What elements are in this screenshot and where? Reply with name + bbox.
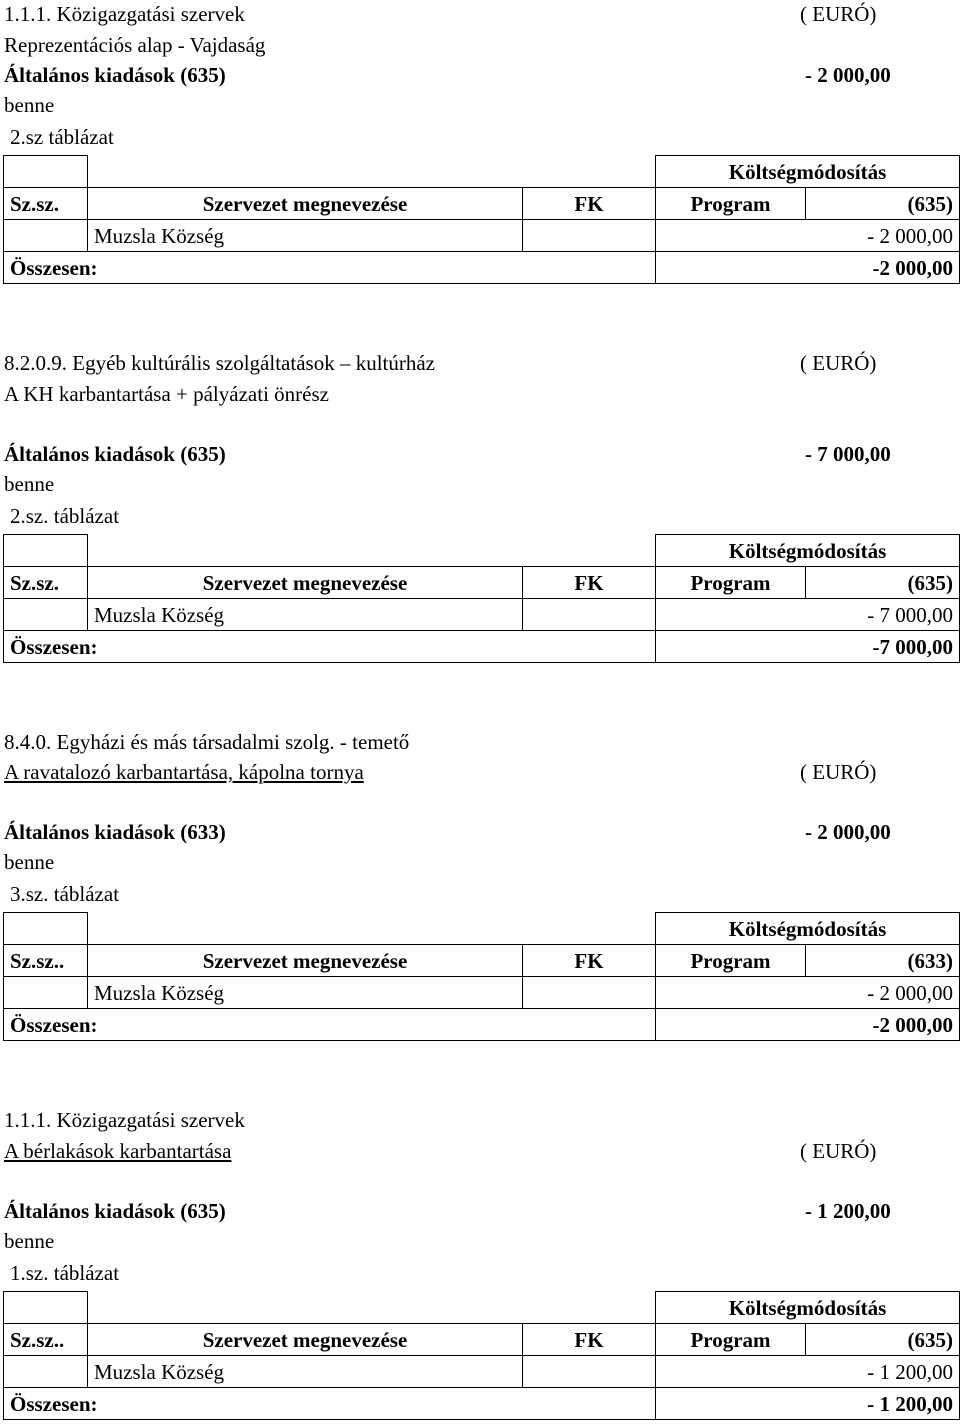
benne-label: benne [4, 850, 55, 874]
cost-change-header: Költségmódosítás [656, 913, 960, 945]
section-purpose: Reprezentációs alap - Vajdaság [4, 33, 266, 57]
total-label: Összesen: [4, 252, 656, 284]
table-cell-empty [523, 220, 656, 252]
section-purpose: A ravatalozó karbantartása, kápolna tornya [4, 760, 364, 784]
table-cell-empty [523, 1292, 656, 1324]
total-row [4, 1388, 960, 1420]
total-value: -2 000,00 [656, 1009, 960, 1041]
table-row [4, 599, 960, 631]
table-row [4, 220, 960, 252]
budget-table [3, 912, 960, 1041]
table-reference: 3.sz. táblázat [10, 882, 120, 906]
expense-label: Általános kiadások (635) [4, 1199, 226, 1223]
cost-change-header: Költségmódosítás [656, 535, 960, 567]
col-header-no: Sz.sz. [4, 188, 88, 220]
expense-label: Általános kiadások (633) [4, 820, 226, 844]
col-header-fk: FK [523, 945, 656, 977]
expense-value: - 1 200,00 [805, 1199, 891, 1223]
col-header-no: Sz.sz.. [4, 1324, 88, 1356]
col-header-program: Program [656, 567, 806, 599]
total-value: -2 000,00 [656, 252, 960, 284]
col-header-no: Sz.sz. [4, 567, 88, 599]
cost-change-header: Költségmódosítás [656, 1292, 960, 1324]
total-row [4, 1009, 960, 1041]
col-header-code: (635) [806, 1324, 960, 1356]
total-value: - 1 200,00 [656, 1388, 960, 1420]
total-value: -7 000,00 [656, 631, 960, 663]
total-row [4, 631, 960, 663]
col-header-fk: FK [523, 1324, 656, 1356]
table-cell-empty [523, 156, 656, 188]
table-cell-empty [4, 977, 88, 1009]
section-code-line: 1.1.1. Közigazgatási szervek [4, 2, 245, 26]
row-value: - 7 000,00 [656, 599, 960, 631]
expense-value: - 2 000,00 [805, 63, 891, 87]
row-value: - 2 000,00 [656, 977, 960, 1009]
row-value: - 1 200,00 [656, 1356, 960, 1388]
total-row [4, 252, 960, 284]
col-header-org: Szervezet megnevezése [88, 188, 523, 220]
table-cell-empty [4, 535, 88, 567]
table-cell-empty [88, 913, 523, 945]
col-header-code: (633) [806, 945, 960, 977]
col-header-code: (635) [806, 567, 960, 599]
currency-label: ( EURÓ) [800, 351, 877, 375]
section-code-line: 8.2.0.9. Egyéb kultúrális szolgáltatások – kultúrház [4, 351, 435, 375]
table-cell-empty [88, 1292, 523, 1324]
org-name: Muzsla Község [88, 220, 523, 252]
currency-label: ( EURÓ) [800, 1139, 877, 1163]
currency-label: ( EURÓ) [800, 760, 877, 784]
benne-label: benne [4, 1229, 55, 1253]
col-header-org: Szervezet megnevezése [88, 567, 523, 599]
expense-label: Általános kiadások (635) [4, 442, 226, 466]
col-header-program: Program [656, 1324, 806, 1356]
table-reference: 2.sz. táblázat [10, 504, 120, 528]
org-name: Muzsla Község [88, 1356, 523, 1388]
expense-value: - 2 000,00 [805, 820, 891, 844]
section-code-line: 8.4.0. Egyházi és más társadalmi szolg. - temető [4, 730, 410, 754]
table-cell-empty [4, 1356, 88, 1388]
table-cell-empty [523, 1356, 656, 1388]
table-cell-empty [523, 535, 656, 567]
col-header-org: Szervezet megnevezése [88, 1324, 523, 1356]
table-cell-empty [523, 599, 656, 631]
table-cell-empty [88, 535, 523, 567]
section-purpose: A bérlakások karbantartása [4, 1139, 232, 1163]
budget-table [3, 1291, 960, 1420]
budget-table [3, 534, 960, 663]
table-row [4, 977, 960, 1009]
table-cell-empty [4, 220, 88, 252]
table-cell-empty [523, 977, 656, 1009]
expense-value: - 7 000,00 [805, 442, 891, 466]
table-reference: 2.sz táblázat [10, 125, 114, 149]
col-header-org: Szervezet megnevezése [88, 945, 523, 977]
cost-change-header: Költségmódosítás [656, 156, 960, 188]
table-cell-empty [88, 156, 523, 188]
table-cell-empty [4, 913, 88, 945]
total-label: Összesen: [4, 1388, 656, 1420]
currency-label: ( EURÓ) [800, 2, 877, 26]
total-label: Összesen: [4, 1009, 656, 1041]
col-header-code: (635) [806, 188, 960, 220]
table-cell-empty [4, 599, 88, 631]
table-cell-empty [523, 913, 656, 945]
col-header-program: Program [656, 945, 806, 977]
col-header-no: Sz.sz.. [4, 945, 88, 977]
org-name: Muzsla Község [88, 599, 523, 631]
col-header-fk: FK [523, 567, 656, 599]
section-purpose: A KH karbantartása + pályázati önrész [4, 382, 329, 406]
table-cell-empty [4, 1292, 88, 1324]
total-label: Összesen: [4, 631, 656, 663]
section-code-line: 1.1.1. Közigazgatási szervek [4, 1108, 245, 1132]
col-header-program: Program [656, 188, 806, 220]
table-cell-empty [4, 156, 88, 188]
col-header-fk: FK [523, 188, 656, 220]
table-row [4, 1356, 960, 1388]
row-value: - 2 000,00 [656, 220, 960, 252]
benne-label: benne [4, 93, 55, 117]
expense-label: Általános kiadások (635) [4, 63, 226, 87]
benne-label: benne [4, 472, 55, 496]
table-reference: 1.sz. táblázat [10, 1261, 120, 1285]
budget-table [3, 155, 960, 284]
org-name: Muzsla Község [88, 977, 523, 1009]
